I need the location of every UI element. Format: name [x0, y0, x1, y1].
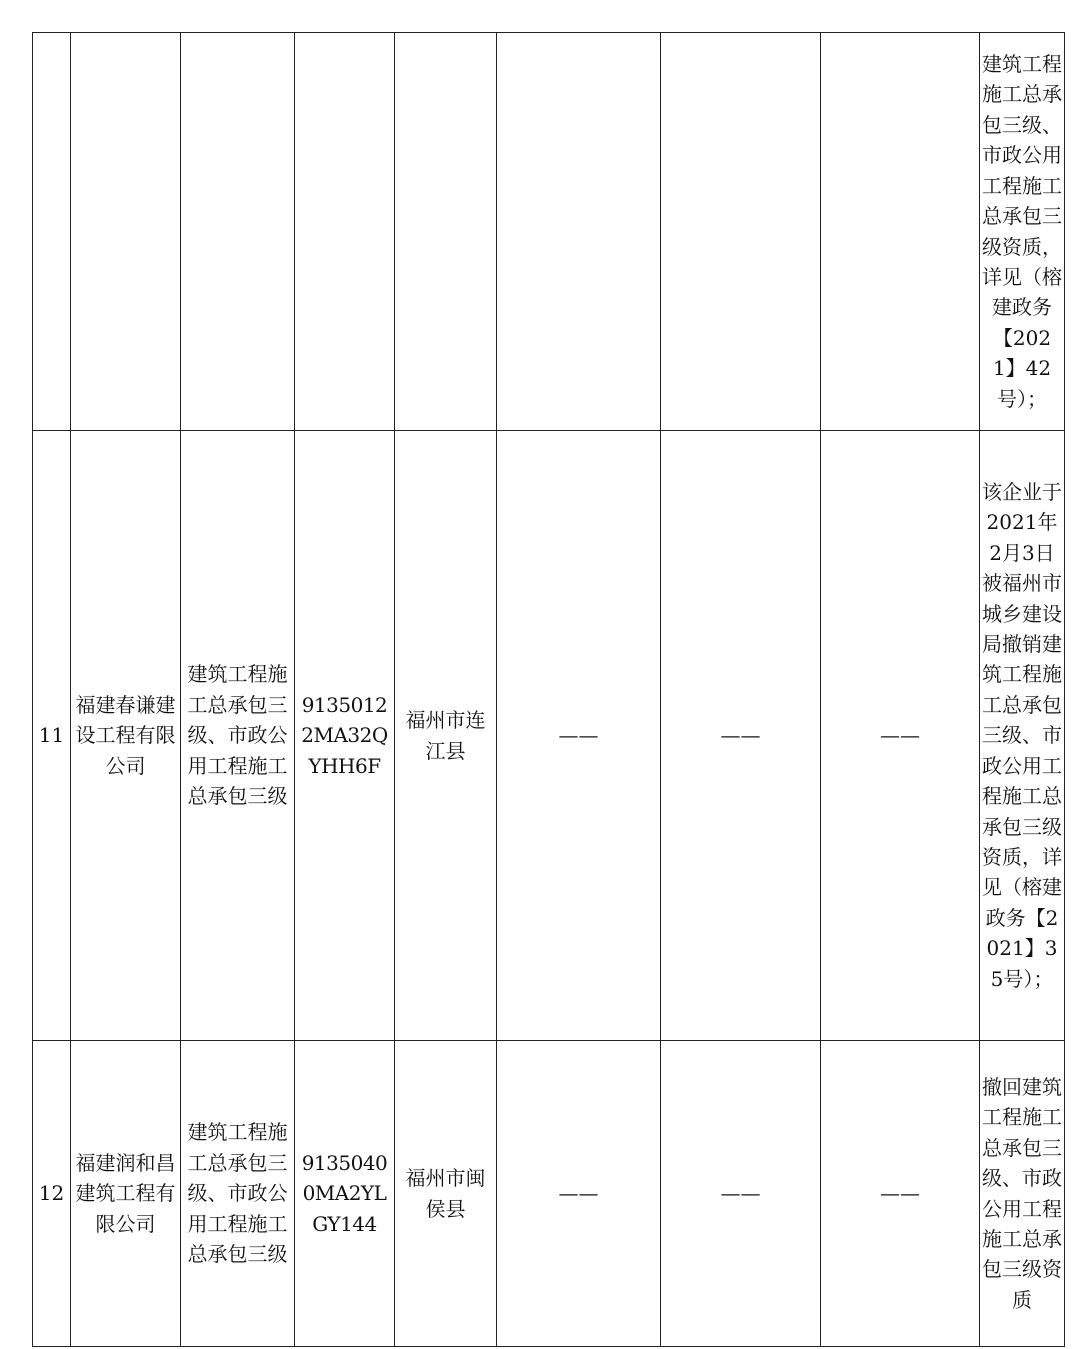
qualification: 建筑工程施工总承包三级、市政公用工程施工总承包三级	[181, 431, 295, 1041]
table-row	[33, 1041, 1065, 1347]
region: 福州市闽侯县	[395, 1041, 497, 1347]
cell-dash	[497, 33, 661, 431]
row-number	[33, 33, 71, 431]
credit-code: 91350400MA2YLGY144	[295, 1041, 395, 1347]
region: 福州市连江县	[395, 431, 497, 1041]
cell-dash: ——	[497, 431, 661, 1041]
credit-code	[295, 33, 395, 431]
credit-code: 91350122MA32QYHH6F	[295, 431, 395, 1041]
remark-cell	[980, 431, 1065, 1041]
company-name: 福建润和昌建筑工程有限公司	[71, 1041, 181, 1347]
remark-text: 建筑工程施工总承包三级、市政公用工程施工总承包三级资质，详见（榕建政务【2021】42号）；	[982, 52, 1062, 411]
remark-text: 撤回建筑工程施工总承包三级、市政公用工程施工总承包三级资质	[982, 1074, 1062, 1312]
cell-dash	[661, 33, 821, 431]
table-row	[33, 431, 1065, 1041]
row-number: 12	[33, 1041, 71, 1347]
cell-dash: ——	[821, 431, 980, 1041]
region	[395, 33, 497, 431]
remark-cell	[980, 33, 1065, 431]
qualification: 建筑工程施工总承包三级、市政公用工程施工总承包三级	[181, 1041, 295, 1347]
company-name	[71, 33, 181, 431]
revocation-table	[32, 32, 1065, 1347]
cell-dash: ——	[497, 1041, 661, 1347]
remark-cell	[980, 1041, 1065, 1347]
cell-dash: ——	[661, 431, 821, 1041]
cell-dash: ——	[821, 1041, 980, 1347]
row-number: 11	[33, 431, 71, 1041]
table-row	[33, 33, 1065, 431]
cell-dash	[821, 33, 980, 431]
qualification	[181, 33, 295, 431]
company-name: 福建春谦建设工程有限公司	[71, 431, 181, 1041]
remark-text: 该企业于2021年2月3日被福州市城乡建设局撤销建筑工程施工总承包三级、市政公用工程施工总承包三级资质，详见（榕建政务【2021】35号）；	[982, 480, 1062, 991]
cell-dash: ——	[661, 1041, 821, 1347]
